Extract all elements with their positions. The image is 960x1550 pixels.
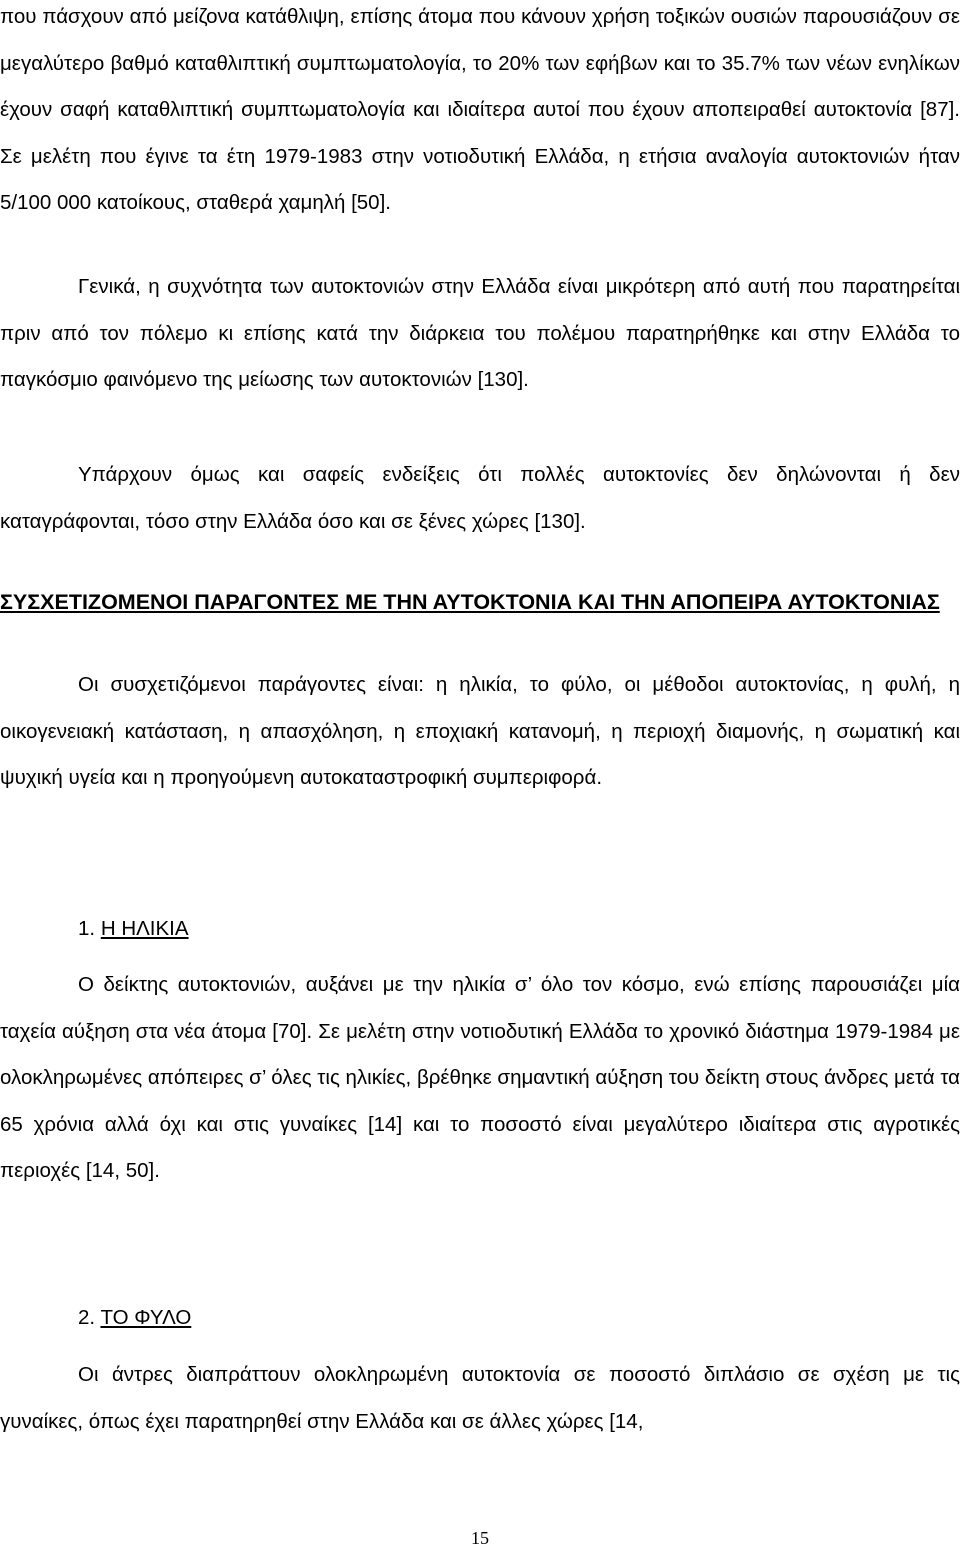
paragraph-factors — [0, 662, 960, 802]
page-number: 15 — [471, 1528, 489, 1548]
paragraph-age — [0, 962, 960, 1195]
subsection-number: 1. — [78, 917, 96, 940]
paragraph-evidence — [0, 452, 960, 545]
paragraph-continuation — [0, 0, 960, 227]
paragraph-sex — [0, 1352, 960, 1445]
paragraph-text: Οι συσχετιζόμενοι παράγοντες είναι: η ηλικία, το φύλο, οι μέθοδοι αυτοκτονίας, η φυλή, η οικογενειακή κατάσταση, η απασχόληση, η εποχιακή κατανομή, η περιοχή διαμονής, η σωματική και ψυχική υγεία και η προηγούμενη αυτοκαταστροφική συμπεριφορά. — [0, 673, 960, 789]
paragraph-text: Οι άντρες διαπράττουν ολοκληρωμένη αυτοκτονία σε ποσοστό διπλάσιο σε σχέση με τις γυναίκες, όπως έχει παρατηρηθεί στην Ελλάδα και σε άλλες χώρες [14, — [0, 1363, 960, 1433]
subsection-title: ΤΟ ΦΥΛΟ — [100, 1306, 192, 1329]
subsection-title: Η ΗΛΙΚΙΑ — [100, 917, 189, 940]
subsection-heading-sex — [78, 1295, 191, 1342]
paragraph-text: Γενικά, η συχνότητα των αυτοκτονιών στην Ελλάδα είναι μικρότερη από αυτή που παρατηρείται πριν από τον πόλεμο κι επίσης κατά την διάρκεια του πολέμου παρατηρήθηκε και στην Ελλάδα το παγκόσμιο φαινόμενο της μείωσης των αυτοκτονιών [130]. — [0, 275, 960, 391]
paragraph-text: Υπάρχουν όμως και σαφείς ενδείξεις ότι πολλές αυτοκτονίες δεν δηλώνονται ή δεν καταγράφονται, τόσο στην Ελλάδα όσο και σε ξένες χώρες [130]. — [0, 463, 960, 533]
section-heading: ΣΥΣΧΕΤΙΖΟΜΕΝΟΙ ΠΑΡΑΓΟΝΤΕΣ ΜΕ ΤΗΝ ΑΥΤΟΚΤΟΝΙΑ ΚΑΙ ΤΗΝ ΑΠΟΠΕΙΡΑ ΑΥΤΟΚΤΟΝΙΑΣ — [0, 590, 940, 614]
paragraph-text: που πάσχουν από μείζονα κατάθλιψη, επίσης άτομα που κάνουν χρήση τοξικών ουσιών παρουσιάζουν σε μεγαλύτερο βαθμό καταθλιπτική συμπτωματολογία, το 20% των εφήβων και το 35.7% των νέων ενηλίκων έχουν σαφή καταθλιπτική συμπτωματολογία και ιδιαίτερα αυτοί που έχουν αποπειραθεί αυτοκτονία [87]. Σε μελέτη που έγινε τα έτη 1979-1983 στην νοτιοδυτική Ελλάδα, η ετήσια αναλογία αυτοκτονιών ήταν 5/100 000 κατοίκους, σταθερά χαμηλή [50]. — [0, 5, 960, 214]
paragraph-general — [0, 264, 960, 404]
paragraph-text: Ο δείκτης αυτοκτονιών, αυξάνει με την ηλικία σ’ όλο τον κόσμο, ενώ επίσης παρουσιάζει μία ταχεία αύξηση στα νέα άτομα [70]. Σε μελέτη στην νοτιοδυτική Ελλάδα το χρονικό διάστημα 1979-1984 με ολοκληρωμένες απόπειρες σ’ όλες τις ηλικίες, βρέθηκε σημαντική αύξηση του δείκτη στους άνδρες μετά τα 65 χρόνια αλλά όχι και στις γυναίκες [14] και το ποσοστό είναι μεγαλύτερο ιδιαίτερα στις αγροτικές περιοχές [14, 50]. — [0, 973, 960, 1182]
subsection-number: 2. — [78, 1306, 96, 1329]
subsection-heading-age — [78, 906, 189, 953]
